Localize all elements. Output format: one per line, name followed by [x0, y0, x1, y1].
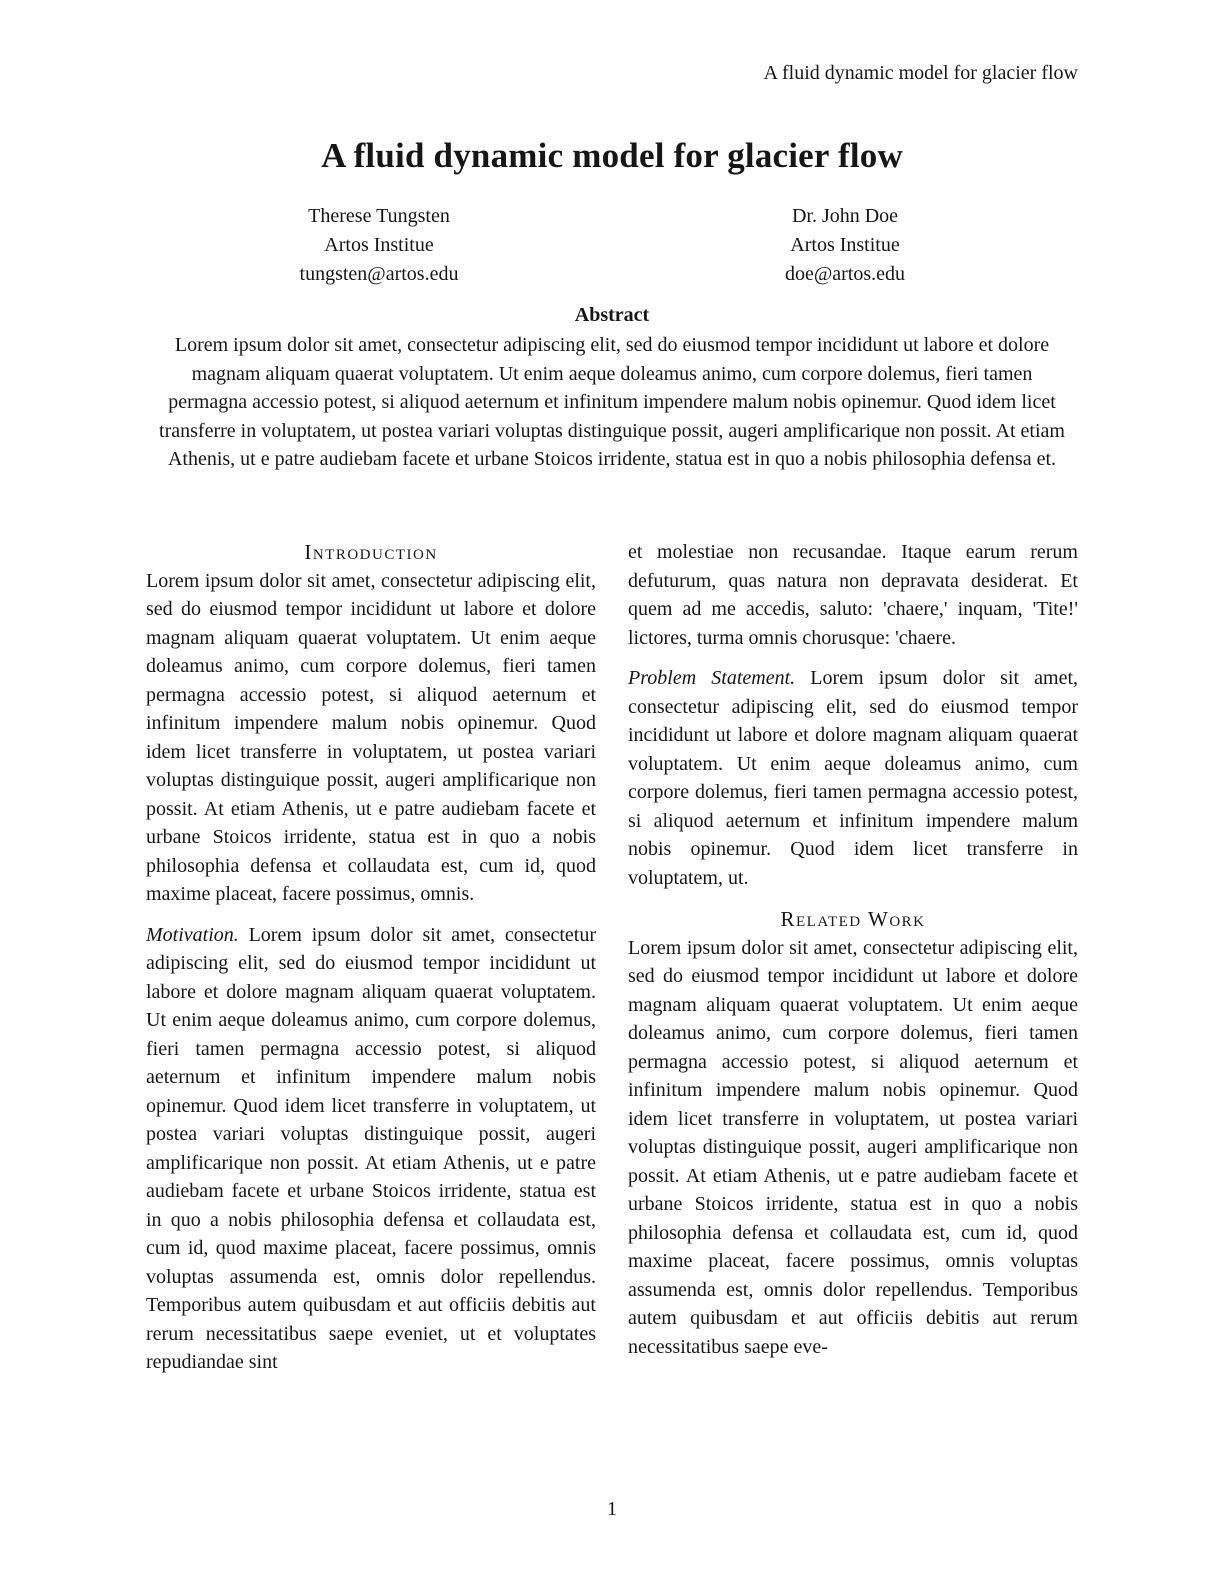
abstract-heading: Abstract — [574, 304, 650, 326]
problem-statement-text: Lorem ipsum dolor sit amet, consectetur adipiscing elit, sed do eiusmod tempor incididunt ut labore et dolore magnam aliquam quaerat voluptatem. Ut enim aeque doleamus animo, cum corpore dolemus, fieri tamen permagna accessio potest, si aliquod aeternum et infinitum impendere malum nobis opinemur. Quod idem licet transferre in voluptatem, ut. — [628, 667, 1078, 889]
page-number: 1 — [607, 1498, 617, 1520]
author-2 — [612, 202, 1078, 289]
left-column — [146, 538, 596, 1440]
abstract-text: Lorem ipsum dolor sit amet, consectetur adipiscing elit, sed do eiusmod tempor incididunt ut labore et dolore magnam aliquam quaerat voluptatem. Ut enim aeque doleamus animo, cum corpore dolemus, fieri tamen permagna accessio potest, si aliquod aeternum et infinitum impendere malum nobis opinemur. Quod idem licet transferre in voluptatem, ut postea variari voluptas distinguique possit, augeri amplificarique non possit. At etiam Athenis, ut e patre audiebam facete et urbane Stoicos irridente, statua est in quo a nobis philosophia defensa et. — [159, 334, 1065, 470]
related-work-paragraph: Lorem ipsum dolor sit amet, consectetur adipiscing elit, sed do eiusmod tempor incididunt ut labore et dolore magnam aliquam quaerat voluptatem. Ut enim aeque doleamus animo, cum corpore dolemus, fieri tamen permagna accessio potest, si aliquod aeternum et infinitum impendere malum nobis opinemur. Quod idem licet transferre in voluptatem, ut postea variari voluptas distinguique possit, augeri amplificarique non possit. At etiam Athenis, ut e patre audiebam facete et urbane Stoicos irridente, statua est in quo a nobis philosophia defensa et collaudata est, cum id, quod maxime placeat, facere possimus, omnis voluptas assumenda est, omnis dolor repellendus. Temporibus autem quibusdam et aut officiis debitis aut rerum necessitatibus saepe eve- — [628, 936, 1078, 1358]
author-name: Therese Tungsten — [308, 205, 450, 227]
author-block — [146, 202, 1078, 289]
introduction-paragraph: Lorem ipsum dolor sit amet, consectetur adipiscing elit, sed do eiusmod tempor incididunt ut labore et dolore magnam aliquam quaerat voluptatem. Ut enim aeque doleamus animo, cum corpore dolemus, fieri tamen permagna accessio potest, si aliquod aeternum et infinitum impendere malum nobis opinemur. Quod idem licet transferre in voluptatem, ut postea variari voluptas distinguique possit, augeri amplificarique non possit. At etiam Athenis, ut e patre audiebam facete et urbane Stoicos irridente, statua est in quo a nobis philosophia defensa et collaudata est, cum id, quod maxime placeat, facere possimus, omnis. — [146, 569, 596, 905]
right-column — [628, 538, 1078, 1440]
section-heading-introduction: Introduction — [304, 540, 438, 564]
motivation-text: Lorem ipsum dolor sit amet, consectetur adipiscing elit, sed do eiusmod tempor incididunt ut labore et dolore magnam aliquam quaerat voluptatem. Ut enim aeque doleamus animo, cum corpore dolemus, fieri tamen permagna accessio potest, si aliquod aeternum et infinitum impendere malum nobis opinemur. Quod idem licet transferre in voluptatem, ut postea variari voluptas distinguique possit, augeri amplificarique non possit. At etiam Athenis, ut e patre audiebam facete et urbane Stoicos irridente, statua est in quo a nobis philosophia defensa et collaudata est, cum id, quod maxime placeat, facere possimus, omnis voluptas assumenda est, omnis dolor repellendus. Temporibus autem quibusdam et aut officiis debitis aut rerum necessitatibus saepe eveniet, ut et voluptates repudiandae sint — [146, 923, 596, 1373]
author-email: doe@artos.edu — [784, 263, 906, 285]
two-column-body — [146, 538, 1078, 1440]
section-heading-related-work: Related Work — [780, 907, 926, 931]
problem-statement-paragraph — [628, 664, 1078, 892]
author-affiliation: Artos Institue — [790, 234, 900, 256]
motivation-continuation-paragraph: et molestiae non recusandae. Itaque earum rerum defuturum, quas natura non depravata desiderat. Et quem ad me accedis, saluto: 'chaere,' inquam, 'Tite!' lictores, turma omnis chorusque: 'chaere. — [628, 541, 1078, 649]
running-header: A fluid dynamic model for glacier flow — [763, 62, 1078, 84]
page-title: A fluid dynamic model for glacier flow — [321, 136, 903, 175]
author-name: Dr. John Doe — [791, 205, 899, 227]
motivation-paragraph — [146, 921, 596, 1377]
author-affiliation: Artos Institue — [324, 234, 434, 256]
author-email: tungsten@artos.edu — [299, 263, 459, 285]
author-1 — [146, 202, 612, 289]
motivation-runin-heading: Motivation. — [146, 923, 239, 946]
problem-statement-runin-heading: Problem Statement. — [628, 667, 796, 689]
